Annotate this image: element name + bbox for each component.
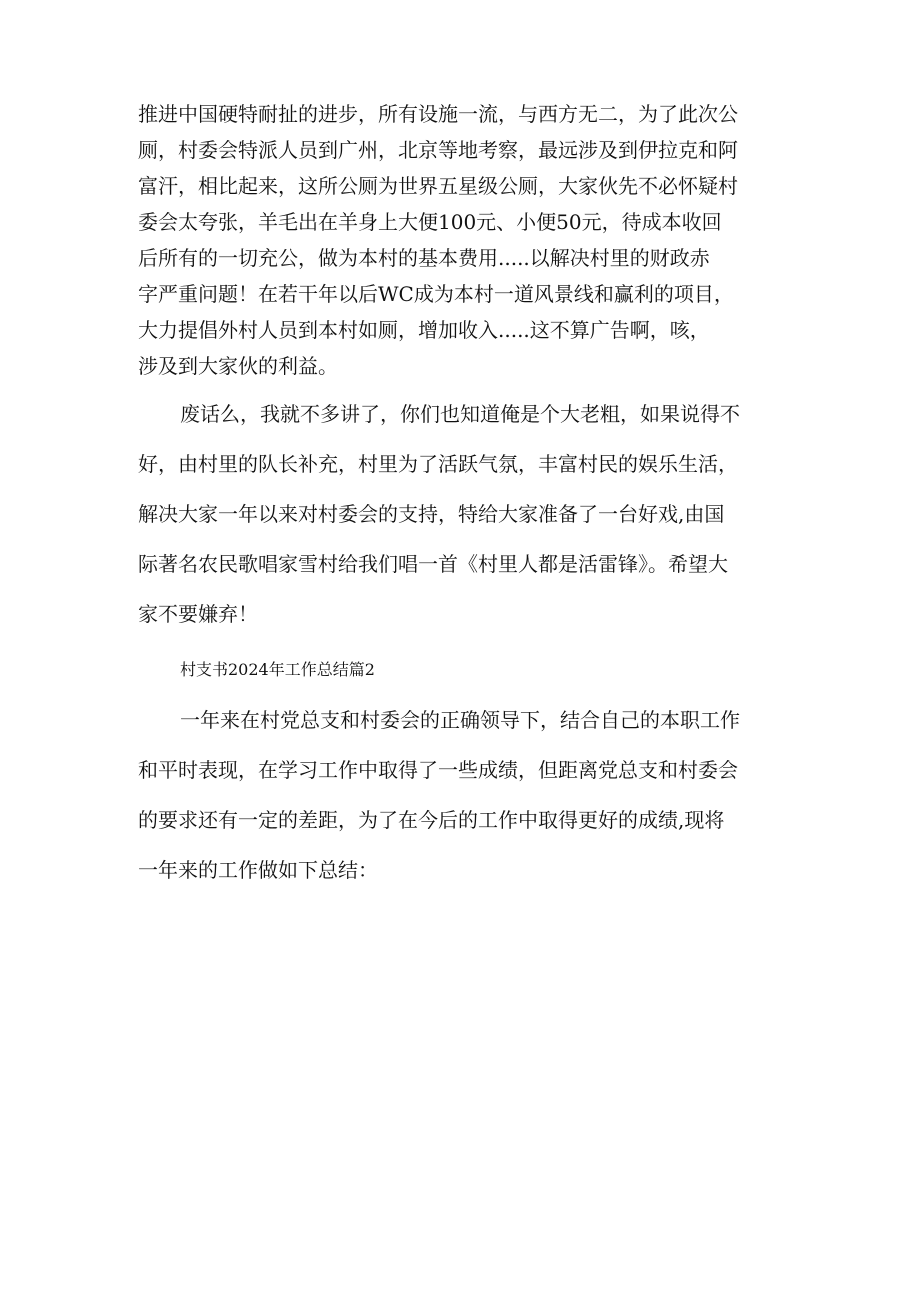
paragraph-performance (138, 394, 790, 634)
section-heading: 村支书2024年工作总结篇2 (180, 660, 375, 679)
paragraph-work-summary (138, 700, 790, 890)
text-line: 字严重问题！在若干年以后WC成为本村一道风景线和赢利的项目， (138, 282, 734, 306)
text-line: 好，由村里的队长补充，村里为了活跃气氛，丰富村民的娱乐生活， (138, 452, 738, 476)
text-line: 一年来的工作做如下总结： (138, 858, 378, 882)
text-line: 际著名农民歌唱家雪村给我们唱一首《村里人都是活雷锋》。希望大 (138, 552, 728, 576)
text-line: 推进中国硬特耐扯的进步，所有设施一流，与西方无二，为了此次公 (138, 102, 738, 126)
text-line: 一年来在村党总支和村委会的正确领导下，结合自己的本职工作 (180, 708, 740, 732)
text-line: 家不要嫌弃！ (138, 602, 258, 626)
text-line: 大力提倡外村人员到本村如厕，增加收入.....这不算广告啊，咳， (138, 318, 710, 342)
paragraph-public-toilet (138, 96, 790, 384)
text-line: 解决大家一年以来对村委会的支持，特给大家准备了一台好戏,由国 (138, 502, 725, 526)
text-line: 涉及到大家伙的利益。 (138, 354, 338, 378)
text-line: 富汗，相比起来，这所公厕为世界五星级公厕，大家伙先不必怀疑村 (138, 174, 738, 198)
text-line: 后所有的一切充公，做为本村的基本费用.....以解决村里的财政赤 (138, 246, 710, 270)
text-line: 和平时表现，在学习工作中取得了一些成绩，但距离党总支和村委会 (138, 758, 738, 782)
document-page (138, 96, 790, 900)
text-line: 委会太夸张，羊毛出在羊身上大便100元、小便50元，待成本收回 (138, 210, 722, 234)
text-line: 废话么，我就不多讲了，你们也知道俺是个大老粗，如果说得不 (180, 402, 740, 426)
text-line: 的要求还有一定的差距，为了在今后的工作中取得更好的成绩,现将 (138, 808, 725, 832)
text-line: 厕，村委会特派人员到广州，北京等地考察，最远涉及到伊拉克和阿 (138, 138, 738, 162)
